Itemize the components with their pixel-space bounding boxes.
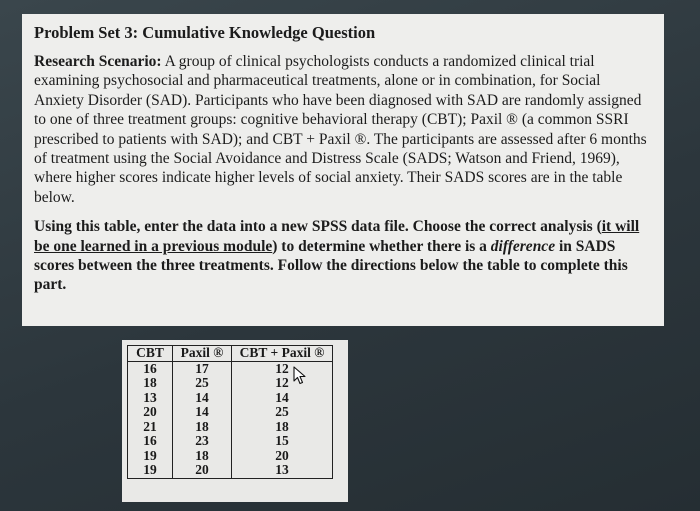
table-row — [128, 405, 333, 420]
cell-paxil: 20 — [173, 463, 232, 478]
cell-cbt: 18 — [128, 376, 173, 391]
instructions-part2: ) to determine whether there is a — [272, 237, 491, 255]
scenario-label: Research Scenario: — [34, 53, 162, 70]
cell-cbt-paxil: 12 — [232, 376, 333, 391]
header-cbt-paxil: CBT + Paxil ® — [232, 346, 333, 362]
cell-paxil: 17 — [173, 361, 232, 376]
cell-cbt-paxil: 12 — [232, 361, 333, 376]
cell-paxil: 18 — [173, 420, 232, 435]
problem-document — [22, 14, 664, 326]
cell-cbt: 16 — [128, 434, 173, 449]
header-cbt: CBT — [128, 346, 173, 362]
cell-cbt-paxil: 14 — [232, 391, 333, 406]
cell-paxil: 14 — [173, 405, 232, 420]
cell-paxil: 14 — [173, 391, 232, 406]
cell-paxil: 23 — [173, 434, 232, 449]
research-scenario — [34, 52, 652, 207]
header-paxil: Paxil ® — [173, 346, 232, 362]
cell-cbt: 19 — [128, 463, 173, 478]
problem-title: Problem Set 3: Cumulative Knowledge Question — [34, 23, 376, 42]
cell-cbt: 21 — [128, 420, 173, 435]
instructions-emphasis: difference — [490, 237, 556, 255]
table-row — [128, 420, 333, 435]
previous-module-link[interactable]: it will be one learned in a previous module — [34, 218, 640, 255]
cell-cbt-paxil: 15 — [232, 434, 333, 449]
table-row — [128, 391, 333, 406]
cell-paxil: 18 — [173, 449, 232, 464]
scenario-text: A group of clinical psychologists conducts a randomized clinical trial examining psychosocial and pharmaceutical treatments, alone or in combination, for Social Anxiety Disorder (SAD). Participants who have been diagnosed with SAD are randomly assigned to one of three treatment groups: cognitive behavioral therapy (CBT); Paxil ® (a common SSRI prescribed to patients with SAD); and CBT + Paxil ®. The participants are assessed after 6 months of treatment using the Social Avoidance and Distress Scale (SADS; Watson and Friend, 1969), where higher scores indicate higher levels of social anxiety. Their SADS scores are in the table below. — [34, 53, 647, 206]
cell-cbt: 19 — [128, 449, 173, 464]
cell-cbt: 16 — [128, 361, 173, 376]
table-row — [128, 463, 333, 478]
cell-cbt-paxil: 18 — [232, 420, 333, 435]
cell-cbt: 20 — [128, 405, 173, 420]
instructions-part3: in SADS scores between the three treatments. Follow the directions below the table to complete this part. — [34, 237, 628, 294]
cell-cbt: 13 — [128, 391, 173, 406]
table-row — [128, 449, 333, 464]
cell-cbt-paxil: 13 — [232, 463, 333, 478]
table-header-row — [128, 346, 333, 362]
mouse-cursor-icon — [292, 366, 308, 386]
instructions-part1: Using this table, enter the data into a new SPSS data file. Choose the correct analysis ( — [34, 218, 602, 236]
cell-cbt-paxil: 25 — [232, 405, 333, 420]
cell-cbt-paxil: 20 — [232, 449, 333, 464]
table-row — [128, 434, 333, 449]
cell-paxil: 25 — [173, 376, 232, 391]
instructions — [34, 217, 652, 295]
